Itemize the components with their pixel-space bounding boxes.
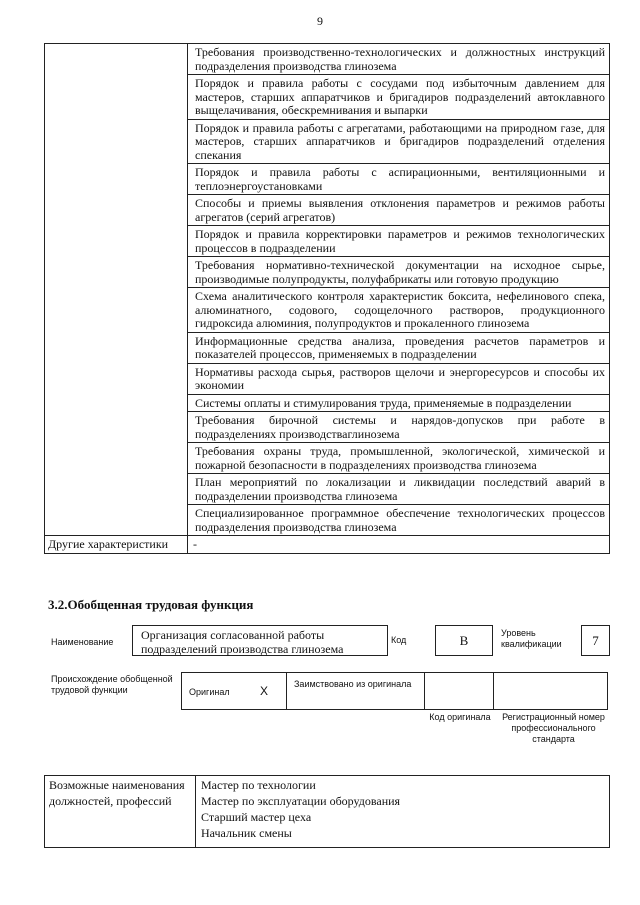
requirements-label-cell xyxy=(45,44,188,536)
origin-row xyxy=(182,672,610,710)
qualification-level-label: Уровень квалификации xyxy=(501,628,562,649)
requirement-text: Способы и приемы выявления отклонения параметров и режимов работы агрегатов (серий агрегатов) xyxy=(195,196,605,224)
requirement-text: Специализированное программное обеспечение технологических процессов подразделения производства глинозема xyxy=(195,506,605,534)
requirement-cell xyxy=(188,505,610,536)
requirement-text: Порядок и правила работы с сосудами под избыточным давлением для мастеров, старших аппаратчиков и бригадиров подразделений автоклавного выщелачивания, обескремнивания и выпарки xyxy=(195,76,605,117)
requirement-cell xyxy=(188,195,610,226)
registration-number-caption: Регистрационный номер профессионального стандарта xyxy=(502,712,605,744)
other-characteristics-label: Другие характеристики xyxy=(48,537,169,551)
requirement-cell xyxy=(188,164,610,195)
other-characteristics-value-cell xyxy=(188,536,610,554)
table-row xyxy=(45,776,610,848)
requirement-text: Порядок и правила работы с агрегатами, работающими на природном газе, для мастеров, старших аппаратчиков и бригадиров подразделений отделения спекания xyxy=(195,120,605,162)
qualification-level-box: 7 xyxy=(581,625,610,656)
table-row xyxy=(45,536,610,554)
requirement-text: Порядок и правила работы с аспирационными, вентиляционными и теплоэнергоустановками xyxy=(195,165,605,193)
requirement-cell xyxy=(188,412,610,443)
requirement-cell xyxy=(188,443,610,474)
original-mark: X xyxy=(260,684,269,698)
requirement-text: Требования бирочной системы и нарядов-допусков при работе в подразделениях производстваглинозема xyxy=(195,413,605,441)
requirement-cell xyxy=(188,474,610,505)
requirement-cell xyxy=(188,44,610,75)
requirement-text: Требования охраны труда, промышленной, экологической, химической и пожарной безопасности в подразделениях производства глинозема xyxy=(195,444,605,472)
requirements-table xyxy=(44,43,610,554)
profession-item: Начальник смены xyxy=(201,826,292,840)
requirement-text: Требования нормативно-технической документации на исходное сырье, производимые полупродукты, полуфабрикаты или готовую продукцию xyxy=(195,258,605,286)
table-row xyxy=(45,44,610,75)
requirement-cell xyxy=(188,75,610,120)
requirement-text: Информационные средства анализа, проведения расчетов параметров и показателей процессов, применяемых в подразделении xyxy=(195,333,605,361)
name-label: Наименование xyxy=(51,637,114,647)
function-name-box: Организация согласованной работы подразделений производства глинозема xyxy=(132,625,388,656)
professions-label: Возможные наименования должностей, профессий xyxy=(45,776,196,848)
professions-table xyxy=(44,775,610,848)
other-characteristics-value: - xyxy=(193,537,197,551)
borrowed-cell: Заимствовано из оригинала xyxy=(286,672,425,710)
profession-item: Мастер по эксплуатации оборудования xyxy=(201,794,401,808)
professions-list-cell xyxy=(196,776,610,848)
other-characteristics-label-cell xyxy=(45,536,188,554)
requirement-cell xyxy=(188,257,610,288)
code-original-cell xyxy=(424,672,494,710)
page-number: 9 xyxy=(317,14,323,28)
profession-item: Старший мастер цеха xyxy=(201,810,312,824)
requirement-cell xyxy=(188,394,610,412)
original-cell xyxy=(181,672,287,710)
requirement-text: Требования производственно-технологических и должностных инструкций подразделения производства глинозема xyxy=(195,45,605,73)
requirement-text: Порядок и правила корректировки параметров и режимов технологических процессов в подразделении xyxy=(195,227,605,255)
code-box: B xyxy=(435,625,493,656)
code-original-caption: Код оригинала xyxy=(429,712,491,722)
registration-number-cell xyxy=(493,672,608,710)
requirement-cell xyxy=(188,363,610,394)
requirement-cell xyxy=(188,288,610,333)
origin-label: Происхождение обобщенной трудовой функции xyxy=(51,674,173,695)
requirement-cell xyxy=(188,226,610,257)
code-label: Код xyxy=(391,635,407,645)
section-heading: 3.2.Обобщенная трудовая функция xyxy=(48,597,254,612)
requirement-text: Схема аналитического контроля характеристик боксита, нефелинового спека, алюминатного, содового, содощелочного растворов, продукционного гидроксида алюминия, полупродуктов и прокаленного глинозема xyxy=(195,289,605,330)
profession-item: Мастер по технологии xyxy=(201,778,316,792)
requirement-cell xyxy=(188,332,610,363)
original-label: Оригинал xyxy=(189,687,230,697)
requirement-text: План мероприятий по локализации и ликвидации последствий аварий в подразделении производства глинозема xyxy=(195,475,605,503)
requirement-cell xyxy=(188,119,610,164)
requirement-text: Системы оплаты и стимулирования труда, применяемые в подразделении xyxy=(195,395,572,410)
requirement-text: Нормативы расхода сырья, растворов щелочи и энергоресурсов и способы их экономии xyxy=(195,364,605,392)
